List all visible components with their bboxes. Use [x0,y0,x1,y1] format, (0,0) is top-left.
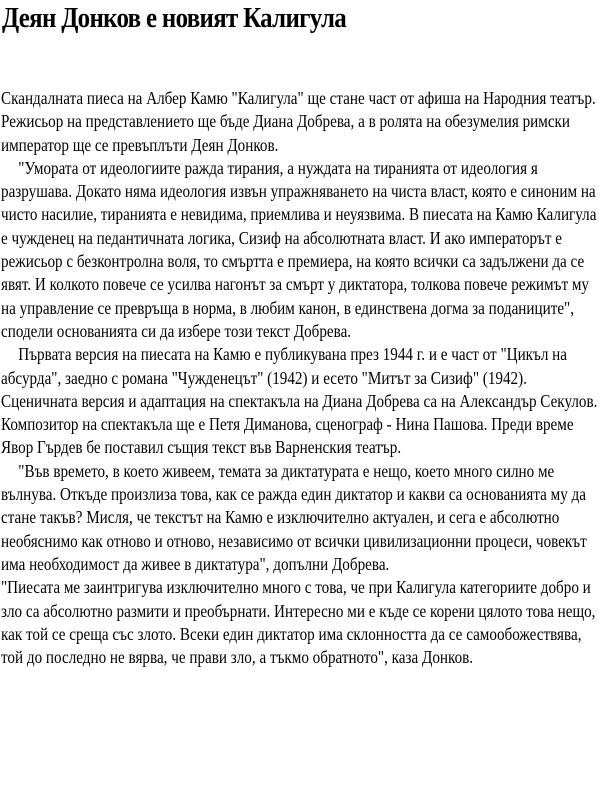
article-body [1,87,598,669]
article-paragraph: "Пиесата ме заинтригува изключително много с това, че при Калигула категориите добро и зло са абсолютно размити и преобърнати. Интересно ми е къде се корени цялото това нещо, как той се среща със злото. Всеки един диктатор има склонността да се самообожествява, той до последно не вярва, че прави зло, а тъкмо обратното", каза Донков. [1,577,596,668]
article-paragraph: Първата версия на пиесата на Камю е публикувана през 1944 г. и е част от "Цикъл на абсурда", заедно с романа "Чужденецът" (1942) и есето "Митът за Сизиф" (1942). Сценичната версия и адаптация на спектакъла на Диана Добрева са на Александър Секулов. Композитор на спектакъла ще е Петя Диманова, сценограф - Нина Пашова. Преди време Явор Гърдев бе поставил същия текст във Варненския театър. [1,344,598,458]
article-title: Деян Донков е новият Калигула [2,2,347,34]
article-paragraph: "Във времето, в което живеем, темата за диктатурата е нещо, което много силно ме вълнува. Откъде произлиза това, как се ражда един диктатор и какви са основанията му да стане такъв? Мисля, че текстът на Камю е изключително актуален, и сега е абсолютно необяснимо как отново и отново, независимо от всички цивилизационни процеси, човекът има необходимост да живее в диктатура", допълни Добрева. [1,460,587,574]
article-paragraph: "Умората от идеологиите ражда тирания, а нуждата на тиранията от идеология я разрушава. Докато няма идеология извън упражняването на чиста власт, която е синоним на чисто насилие, тиранията е невидима, приемлива и неуязвима. В пиесата на Камю Калигула е чужденец на педантичната логика, Сизиф на абсолютната власт. И ако императорът е режисьор с безконтролна воля, то смъртта е премиера, на която всички са задължени да се явят. И колкото повече се усилва нагонът за смърт у диктатора, толкова повече режимът му на управление се превръща в норма, в любим канон, в единствена догма за поданиците", сподели основанията си да избере този текст Добрева. [1,157,597,341]
article-paragraph: Скандалната пиеса на Албер Камю "Калигула" ще стане част от афиша на Народния театър. Режисьор на представлението ще бъде Диана Добрева, а в ролята на обезумелия римски император ще се превъплъти Деян Донков. [1,88,596,155]
